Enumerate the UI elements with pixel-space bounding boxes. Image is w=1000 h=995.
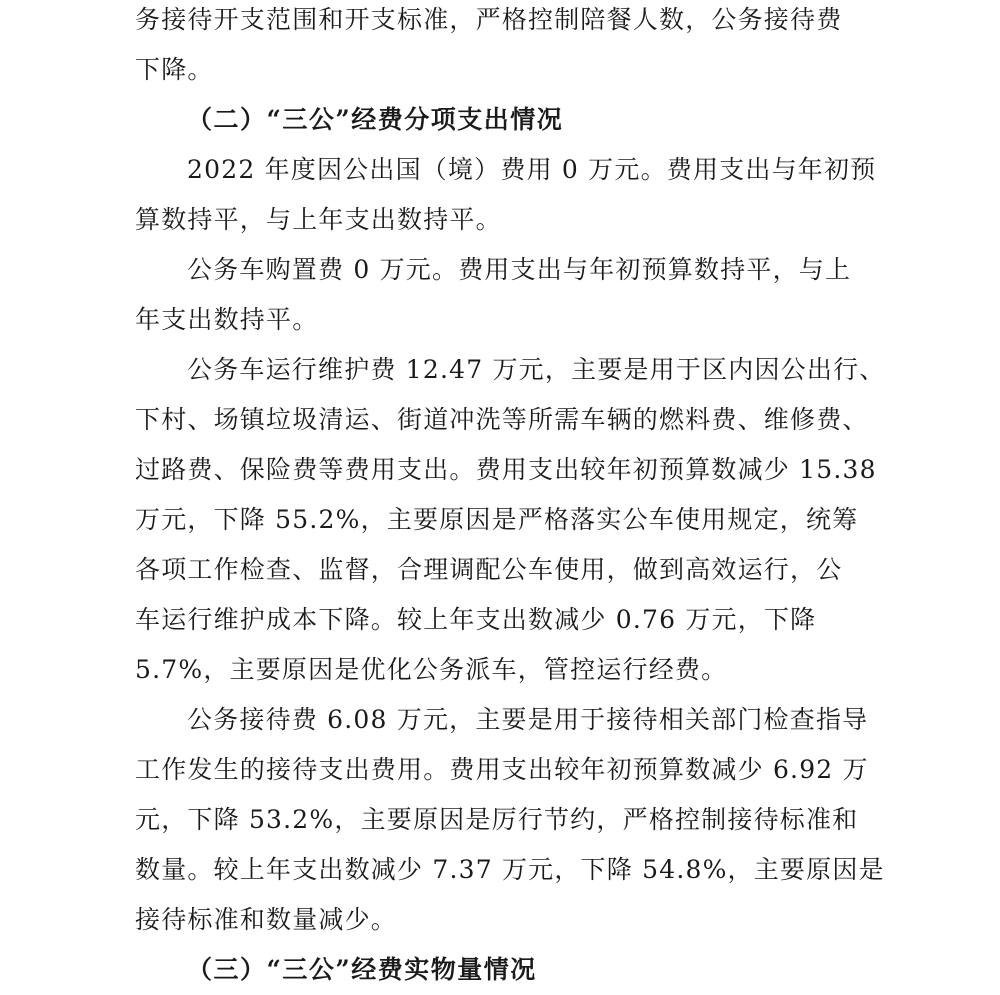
text-line: 万元，下降 55.2%，主要原因是严格落实公车使用规定，统筹 — [135, 505, 859, 534]
section-heading-3: （三）“三公”经费实物量情况 — [187, 955, 537, 984]
text-line: 2022 年度因公出国（境）费用 0 万元。费用支出与年初预 — [187, 155, 877, 184]
text-line: 务接待开支范围和开支标准，严格控制陪餐人数，公务接待费 — [135, 5, 843, 34]
text-line: 接待标准和数量减少。 — [135, 905, 398, 934]
text-line: 过路费、保险费等费用支出。费用支出较年初预算数减少 15.38 — [135, 455, 877, 484]
text-line: 数量。较上年支出数减少 7.37 万元，下降 54.8%，主要原因是 — [135, 855, 885, 884]
text-line: 5.7%，主要原因是优化公务派车，管控运行经费。 — [135, 655, 728, 684]
text-line: 下降。 — [135, 55, 214, 84]
document-page — [135, 0, 886, 993]
text-line: 年支出数持平。 — [135, 305, 319, 334]
text-line: 公务接待费 6.08 万元，主要是用于接待相关部门检查指导 — [187, 705, 869, 734]
text-line: 公务车运行维护费 12.47 万元，主要是用于区内因公出行、 — [187, 355, 886, 384]
text-line: 算数持平，与上年支出数持平。 — [135, 205, 502, 234]
text-line: 下村、场镇垃圾清运、街道冲洗等所需车辆的燃料费、维修费、 — [135, 405, 869, 434]
text-line: 公务车购置费 0 万元。费用支出与年初预算数持平，与上 — [187, 255, 852, 284]
text-line: 工作发生的接待支出费用。费用支出较年初预算数减少 6.92 万 — [135, 755, 869, 784]
text-line: 各项工作检查、监督，合理调配公车使用，做到高效运行，公 — [135, 555, 843, 584]
section-heading-2: （二）“三公”经费分项支出情况 — [187, 105, 564, 134]
text-line: 元，下降 53.2%，主要原因是厉行节约，严格控制接待标准和 — [135, 805, 859, 834]
text-line: 车运行维护成本下降。较上年支出数减少 0.76 万元，下降 — [135, 605, 817, 634]
